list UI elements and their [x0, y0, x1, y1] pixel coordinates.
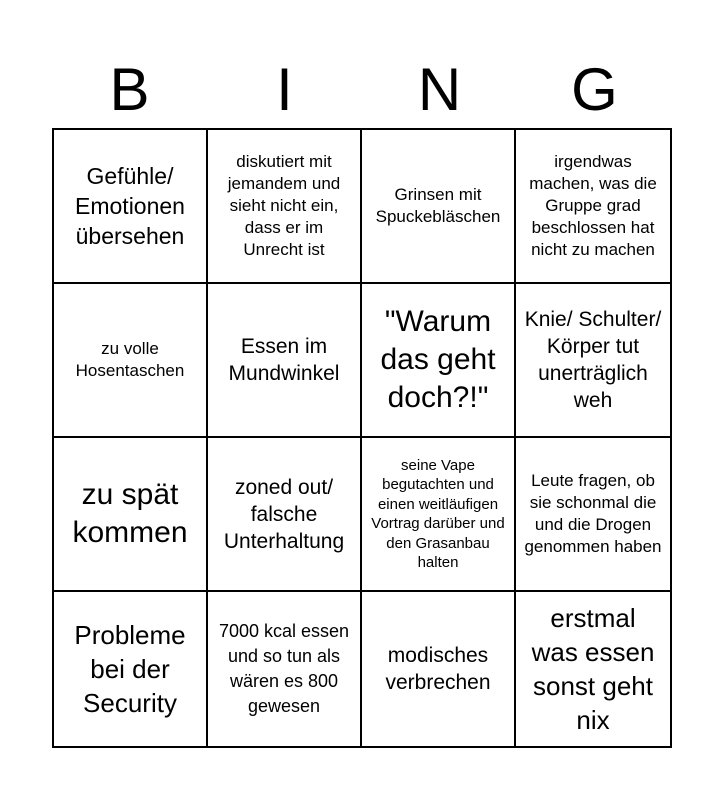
bingo-cell-r4c3[interactable]	[362, 592, 516, 746]
bingo-board	[52, 128, 672, 748]
bingo-cell-r1c2[interactable]	[208, 130, 362, 284]
cell-text: diskutiert mit jemandem und sieht nicht ein, dass er im Unrecht ist	[227, 152, 341, 259]
bingo-cell-r3c3[interactable]	[362, 438, 516, 592]
cell-text: Gefühle/ Emotionen übersehen	[75, 163, 185, 249]
bingo-cell-r4c1[interactable]	[54, 592, 208, 746]
bingo-cell-r2c2[interactable]	[208, 284, 362, 438]
cell-text: 7000 kcal essen und so tun als wären es 800 gewesen	[218, 621, 350, 716]
bingo-title	[52, 52, 672, 128]
bingo-cell-r2c3[interactable]	[362, 284, 516, 438]
bingo-cell-r1c4[interactable]	[516, 130, 670, 284]
bingo-cell-r4c2[interactable]	[208, 592, 362, 746]
bingo-cell-r1c1[interactable]	[54, 130, 208, 284]
cell-text: Knie/ Schulter/ Körper tut unerträglich weh	[524, 308, 662, 412]
cell-text: zu volle Hosentaschen	[75, 339, 185, 380]
cell-text: Essen im Mundwinkel	[228, 335, 340, 385]
title-letter-b: B	[109, 56, 150, 123]
cell-text: zoned out/ falsche Unterhaltung	[223, 475, 345, 553]
cell-text: Grinsen mit Spuckebläschen	[375, 185, 501, 226]
cell-text: Probleme bei der Security	[74, 620, 186, 718]
cell-text: erstmal was essen sonst geht nix	[531, 603, 655, 735]
cell-text: modisches verbrechen	[385, 644, 491, 694]
bingo-cell-r3c2[interactable]	[208, 438, 362, 592]
bingo-cell-r2c1[interactable]	[54, 284, 208, 438]
title-letter-n: N	[417, 56, 462, 123]
title-letter-g: G	[571, 56, 618, 123]
cell-text: seine Vape begutachten und einen weitläufigen Vortrag darüber und den Grasanbau halten	[371, 456, 505, 571]
title-letter-i: I	[276, 56, 293, 123]
bingo-cell-r3c4[interactable]	[516, 438, 670, 592]
cell-text: zu spät kommen	[72, 478, 188, 549]
bingo-cell-r1c3[interactable]	[362, 130, 516, 284]
cell-text: Leute fragen, ob sie schonmal die und die Drogen genommen haben	[524, 471, 662, 556]
cell-text: "Warum das geht doch?!"	[380, 305, 496, 414]
bingo-cell-r2c4[interactable]	[516, 284, 670, 438]
cell-text: irgendwas machen, was die Gruppe grad beschlossen hat nicht zu machen	[529, 152, 657, 259]
bingo-cell-r4c4[interactable]	[516, 592, 670, 746]
bingo-cell-r3c1[interactable]	[54, 438, 208, 592]
